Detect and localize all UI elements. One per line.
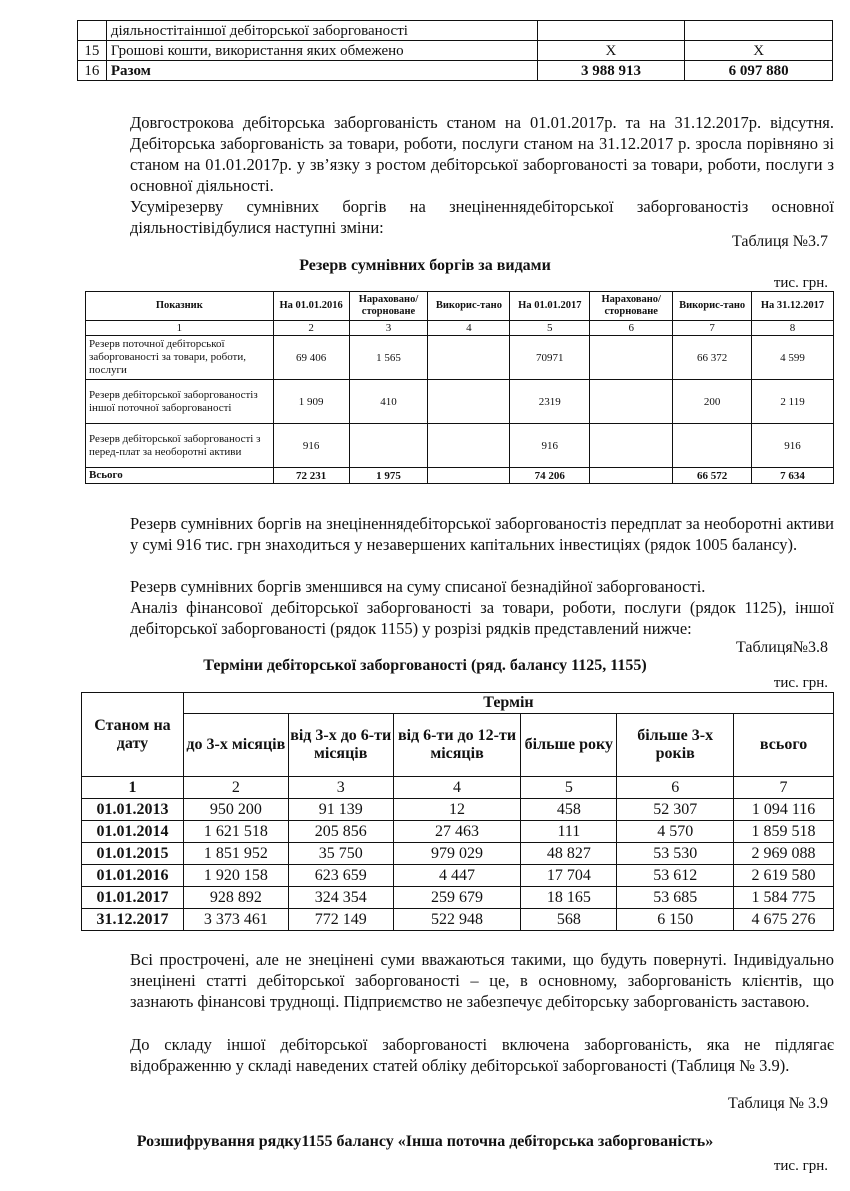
table-cell: 772 149	[288, 909, 393, 931]
paragraph-other-receivables: До складу іншої дебіторської заборгованості включена заборгованість, яка не підлягає відображенню у складі наведених статей обліку дебіторської заборгованості (Таблиця № 3.9).	[130, 1035, 834, 1075]
paragraph-analysis: Аналіз фінансової дебіторської заборгованості за товари, роботи, послуги (рядок 1125), іншої дебіторської заборгованості (рядок 1155) у розрізі рядків представлений нижче:	[130, 598, 834, 638]
table-3-8-unit: тис. грн.	[773, 675, 828, 691]
table-3-9-unit: тис. грн.	[773, 1158, 828, 1174]
row-number: 16	[78, 61, 107, 81]
table-3-7-number: Таблиця №3.7	[732, 233, 828, 250]
column-group-header: Термін	[183, 693, 833, 714]
table-row	[82, 887, 834, 909]
row-date: 01.01.2013	[82, 799, 184, 821]
column-header: Нараховано/ сторноване	[349, 292, 428, 321]
top-table	[77, 20, 833, 81]
row-label: Всього	[86, 468, 274, 484]
table-3-9-number: Таблиця № 3.9	[728, 1095, 828, 1112]
table-cell	[590, 424, 673, 468]
table-3-7-unit: тис. грн.	[773, 275, 828, 291]
table-3-7-title: Резерв сумнівних боргів за видами	[299, 257, 551, 274]
table-cell: 18 165	[521, 887, 617, 909]
table-row	[86, 424, 834, 468]
column-header: На 31.12.2017	[752, 292, 834, 321]
column-number: 5	[521, 777, 617, 799]
column-number: 7	[673, 321, 752, 336]
table-cell: 324 354	[288, 887, 393, 909]
column-number: 8	[752, 321, 834, 336]
row-date: 01.01.2016	[82, 865, 184, 887]
table-cell: 66 372	[673, 336, 752, 380]
table-cell: 4 447	[393, 865, 521, 887]
table-cell: 53 530	[617, 843, 734, 865]
paragraph-reserve-changes: Усумірезерву сумнівних боргів на знеціненнядебіторської заборгованостіз основної діяльностівідбулися наступні зміни:	[130, 197, 834, 237]
column-header: від 6-ти до 12-ти місяців	[393, 714, 521, 777]
column-number: 3	[349, 321, 428, 336]
table-row	[86, 380, 834, 424]
row-number: 15	[78, 41, 107, 61]
table-cell: 410	[349, 380, 428, 424]
column-header: всього	[734, 714, 834, 777]
table-cell: 2 969 088	[734, 843, 834, 865]
row-date: 01.01.2015	[82, 843, 184, 865]
table-3-8-number: Таблиця№3.8	[736, 639, 828, 656]
table-cell: 259 679	[393, 887, 521, 909]
table-cell: 12	[393, 799, 521, 821]
table-cell: 623 659	[288, 865, 393, 887]
table-cell: 53 685	[617, 887, 734, 909]
table-cell: 1 094 116	[734, 799, 834, 821]
table-cell: 70971	[510, 336, 590, 380]
table-cell: 4 675 276	[734, 909, 834, 931]
table-cell: 66 572	[673, 468, 752, 484]
table-row	[82, 821, 834, 843]
row-name: Грошові кошти, використання яких обмежено	[106, 41, 537, 61]
table-cell	[428, 336, 510, 380]
column-header: Показник	[86, 292, 274, 321]
table-row	[86, 336, 834, 380]
table-cell: 1 621 518	[183, 821, 288, 843]
paragraph-receivables: Довгострокова дебіторська заборгованість станом на 01.01.2017р. та на 31.12.2017р. відсутня. Дебіторська заборгованість за товари, роботи, послуги станом на 31.12.2017 р. зросла порівняно зі станом на 01.01.2017р. у зв’язку з ростом дебіторської заборгованості за товари, роботи, послуги з основної діяльності.	[130, 113, 834, 195]
table-cell	[590, 336, 673, 380]
column-header: більше 3-х років	[617, 714, 734, 777]
table-cell: 74 206	[510, 468, 590, 484]
table-cell	[590, 380, 673, 424]
table-cell: 1 975	[349, 468, 428, 484]
column-number: 4	[393, 777, 521, 799]
column-header: до 3-х місяців	[183, 714, 288, 777]
column-header: Викорис-тано	[673, 292, 752, 321]
table-3-8	[81, 692, 834, 931]
total-row	[86, 468, 834, 484]
table-cell: 27 463	[393, 821, 521, 843]
paragraph-overdue: Всі прострочені, але не знецінені суми вважаються такими, що будуть повернуті. Індивідуально знецінені статті дебіторської заборгованості – це, в основному, заборгованість клієнтів, що зазнають фінансові труднощі. Підприємство не забезпечує дебіторську заборгованість заставою.	[130, 950, 834, 1011]
column-number-row	[86, 321, 834, 336]
table-cell: 7 634	[752, 468, 834, 484]
row-date: 01.01.2014	[82, 821, 184, 843]
row-label: Резерв дебіторської заборгованостіз іншої поточної заборгованості	[86, 380, 274, 424]
row-date: 01.01.2017	[82, 887, 184, 909]
table-row	[82, 865, 834, 887]
table-cell: 53 612	[617, 865, 734, 887]
column-number: 3	[288, 777, 393, 799]
row-value-1	[537, 21, 685, 41]
table-cell: 916	[273, 424, 349, 468]
column-header: На 01.01.2017	[510, 292, 590, 321]
column-number: 5	[510, 321, 590, 336]
table-cell: 4 570	[617, 821, 734, 843]
row-label: Резерв дебіторської заборгованості з перед-плат за необоротні активи	[86, 424, 274, 468]
table-header-row	[82, 714, 834, 777]
table-cell: 72 231	[273, 468, 349, 484]
column-number: 1	[86, 321, 274, 336]
table-cell: 4 599	[752, 336, 834, 380]
table-row	[82, 843, 834, 865]
table-cell	[428, 380, 510, 424]
table-cell: 979 029	[393, 843, 521, 865]
table-cell: 3 373 461	[183, 909, 288, 931]
column-number: 2	[273, 321, 349, 336]
table-row	[78, 41, 833, 61]
table-cell: 1 909	[273, 380, 349, 424]
column-header: На 01.01.2016	[273, 292, 349, 321]
table-3-9-title: Розшифрування рядку1155 балансу «Інша поточна дебіторська заборгованість»	[136, 1133, 714, 1150]
table-cell	[428, 424, 510, 468]
table-cell: 200	[673, 380, 752, 424]
row-name: діяльностітаіншої дебіторської заборгованості	[106, 21, 537, 41]
table-cell: 1 851 952	[183, 843, 288, 865]
row-value-2: Х	[685, 41, 833, 61]
column-header: Викорис-тано	[428, 292, 510, 321]
column-header: від 3-х до 6-ти місяців	[288, 714, 393, 777]
table-cell: 928 892	[183, 887, 288, 909]
table-cell: 568	[521, 909, 617, 931]
row-value-1: Х	[537, 41, 685, 61]
row-value-1: 3 988 913	[537, 61, 685, 81]
table-cell	[673, 424, 752, 468]
row-name: Разом	[106, 61, 537, 81]
table-header-row	[82, 693, 834, 714]
table-cell: 458	[521, 799, 617, 821]
table-cell: 1 584 775	[734, 887, 834, 909]
column-number: 6	[590, 321, 673, 336]
table-cell: 1 920 158	[183, 865, 288, 887]
table-row	[78, 21, 833, 41]
column-number: 4	[428, 321, 510, 336]
table-cell	[428, 468, 510, 484]
table-cell: 1 859 518	[734, 821, 834, 843]
table-cell: 1 565	[349, 336, 428, 380]
column-header: Станом на дату	[82, 693, 184, 777]
table-3-7	[85, 291, 834, 484]
table-cell: 91 139	[288, 799, 393, 821]
column-number-row	[82, 777, 834, 799]
table-cell: 916	[510, 424, 590, 468]
table-cell	[349, 424, 428, 468]
table-cell: 2319	[510, 380, 590, 424]
row-number	[78, 21, 107, 41]
column-number: 2	[183, 777, 288, 799]
row-date: 31.12.2017	[82, 909, 184, 931]
paragraph-reserve-decrease: Резерв сумнівних боргів зменшився на суму списаної безнадійної заборгованості.	[130, 577, 706, 596]
table-cell: 950 200	[183, 799, 288, 821]
row-label: Резерв поточної дебіторської заборгованості за товари, роботи, послуги	[86, 336, 274, 380]
column-number: 7	[734, 777, 834, 799]
table-cell: 6 150	[617, 909, 734, 931]
table-cell: 522 948	[393, 909, 521, 931]
table-row	[82, 799, 834, 821]
column-header: Нараховано/ сторноване	[590, 292, 673, 321]
table-cell: 916	[752, 424, 834, 468]
row-value-2: 6 097 880	[685, 61, 833, 81]
table-cell: 35 750	[288, 843, 393, 865]
column-number: 6	[617, 777, 734, 799]
table-header-row	[86, 292, 834, 321]
table-row	[82, 909, 834, 931]
table-cell: 69 406	[273, 336, 349, 380]
table-cell: 52 307	[617, 799, 734, 821]
table-cell: 2 619 580	[734, 865, 834, 887]
column-number: 1	[82, 777, 184, 799]
table-cell: 17 704	[521, 865, 617, 887]
row-value-2	[685, 21, 833, 41]
table-row	[78, 61, 833, 81]
column-header: більше року	[521, 714, 617, 777]
table-cell	[590, 468, 673, 484]
paragraph-prepayment-reserve: Резерв сумнівних боргів на знеціненнядебіторської заборгованостіз передплат за необоротні активи у сумі 916 тис. грн знаходиться у незавершених капітальних інвестиціях (рядок 1005 балансу).	[130, 514, 834, 554]
table-3-8-title: Терміни дебіторської заборгованості (ряд. балансу 1125, 1155)	[203, 657, 647, 674]
table-cell: 205 856	[288, 821, 393, 843]
table-cell: 2 119	[752, 380, 834, 424]
table-cell: 111	[521, 821, 617, 843]
table-cell: 48 827	[521, 843, 617, 865]
